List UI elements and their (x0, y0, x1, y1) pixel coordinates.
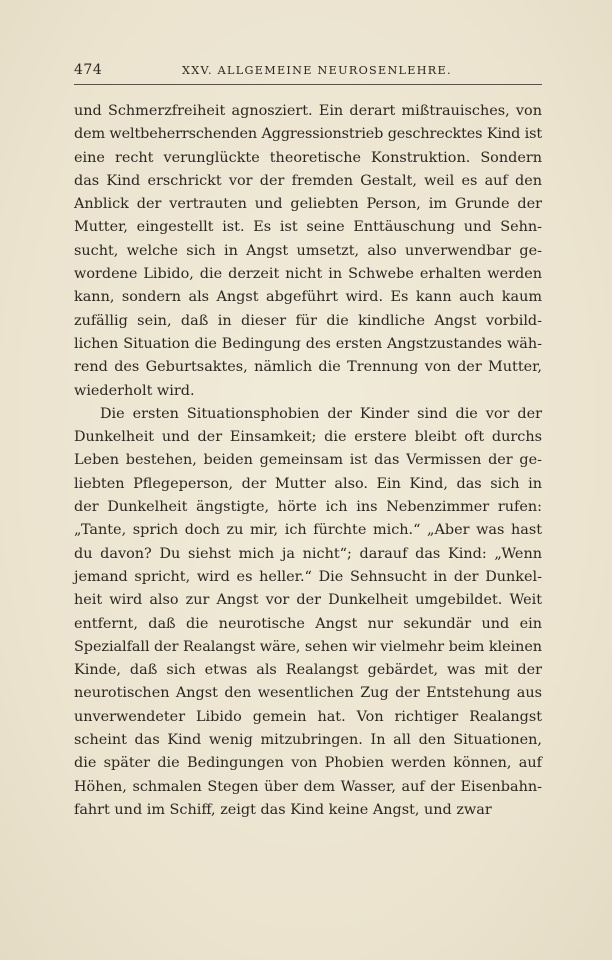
text-line (74, 310, 542, 333)
text-line (74, 193, 542, 216)
text-line (74, 543, 542, 566)
text-line (74, 356, 542, 379)
text-line (74, 263, 542, 286)
text-line-content: die später die Bedingungen von Phobien werden können, auf (74, 755, 542, 772)
text-line-content: kann, sondern als Angst abgeführt wird. Es kann auch kaum (74, 289, 542, 306)
text-line-content: wordene Libido, die derzeit nicht in Schwebe erhalten werden (74, 266, 542, 283)
text-line (74, 123, 542, 146)
text-line-content: eine recht verunglückte theoretische Konstruktion. Sondern (74, 149, 542, 166)
text-line-content: du davon? Du siehst mich ja nicht“; darauf das Kind: „Wenn (74, 545, 542, 562)
text-line-content: wiederholt wird. (74, 382, 195, 399)
text-line (74, 147, 542, 170)
text-line (74, 380, 542, 403)
text-line (74, 100, 542, 123)
text-line-content: und Schmerzfreiheit agnosziert. Ein derart mißtrauisches, von (74, 103, 542, 119)
text-line-content: jemand spricht, wird es heller.“ Die Sehnsucht in der Dunkel- (74, 568, 542, 585)
text-line-content: heit wird also zur Angst vor der Dunkelheit umgebildet. Weit (74, 592, 542, 609)
paragraph (74, 403, 542, 822)
text-line (74, 403, 542, 426)
text-line (74, 566, 542, 589)
text-line (74, 752, 542, 775)
text-line (74, 729, 542, 752)
text-line (74, 496, 542, 519)
text-line-content: liebten Pflegeperson, der Mutter also. Ein Kind, das sich in (74, 475, 542, 492)
text-line (74, 636, 542, 659)
text-line-content: lichen Situation die Bedingung des ersten Angstzustandes wäh- (74, 335, 542, 352)
page-header (74, 62, 542, 85)
text-line-content: Anblick der vertrauten und geliebten Person, im Grunde der (74, 196, 542, 213)
text-line (74, 519, 542, 542)
text-line-content: Spezialfall der Realangst wäre, sehen wir vielmehr beim kleinen (74, 638, 542, 655)
text-line (74, 613, 542, 636)
text-line-content: Die ersten Situationsphobien der Kinder sind die vor der (100, 405, 542, 422)
text-line (74, 286, 542, 309)
text-line-content: das Kind erschrickt vor der fremden Gestalt, weil es auf den (74, 172, 542, 189)
text-line (74, 473, 542, 496)
page-number: 474 (74, 62, 103, 78)
text-line-content: neurotischen Angst den wesentlichen Zug der Entstehung aus (74, 685, 542, 702)
text-line (74, 776, 542, 799)
body-text (74, 100, 542, 822)
text-line (74, 682, 542, 705)
text-line-content: „Tante, sprich doch zu mir, ich fürchte mich.“ „Aber was hast (74, 522, 542, 539)
paragraph (74, 100, 542, 403)
text-line-content: Höhen, schmalen Stegen über dem Wasser, auf der Eisenbahn- (74, 778, 542, 795)
text-line (74, 333, 542, 356)
text-line (74, 449, 542, 472)
text-line-content: Leben bestehen, beiden gemeinsam ist das Vermissen der ge- (74, 452, 542, 469)
text-line (74, 426, 542, 449)
text-line (74, 659, 542, 682)
text-line-content: Mutter, eingestellt ist. Es ist seine Enttäuschung und Sehn- (74, 219, 542, 236)
text-line-content: Dunkelheit und der Einsamkeit; die erstere bleibt oft durchs (74, 429, 542, 446)
text-line (74, 589, 542, 612)
text-line-content: dem weltbeherrschenden Aggressionstrieb geschrecktes Kind ist (74, 126, 542, 143)
text-line (74, 240, 542, 263)
text-line-content: fahrt und im Schiff, zeigt das Kind keine Angst, und zwar (74, 801, 492, 818)
text-line (74, 799, 542, 822)
text-line-content: der Dunkelheit ängstigte, hörte ich ins Nebenzimmer rufen: (74, 499, 542, 516)
text-line-content: entfernt, daß die neurotische Angst nur sekundär und ein (74, 615, 542, 632)
text-line-content: rend des Geburtsaktes, nämlich die Trennung von der Mutter, (74, 359, 542, 376)
text-line-content: zufällig sein, daß in dieser für die kindliche Angst vorbild- (74, 312, 542, 329)
text-line (74, 216, 542, 239)
running-title: XXV. ALLGEMEINE NEUROSENLEHRE. (182, 64, 452, 77)
text-line (74, 706, 542, 729)
text-line-content: unverwendeter Libido gemein hat. Von richtiger Realangst (74, 708, 542, 725)
text-line-content: sucht, welche sich in Angst umsetzt, also unverwendbar ge- (74, 242, 542, 259)
text-line-content: scheint das Kind wenig mitzubringen. In all den Situationen, (74, 732, 542, 749)
text-line-content: Kinde, daß sich etwas als Realangst gebärdet, was mit der (74, 662, 542, 679)
text-line (74, 170, 542, 193)
